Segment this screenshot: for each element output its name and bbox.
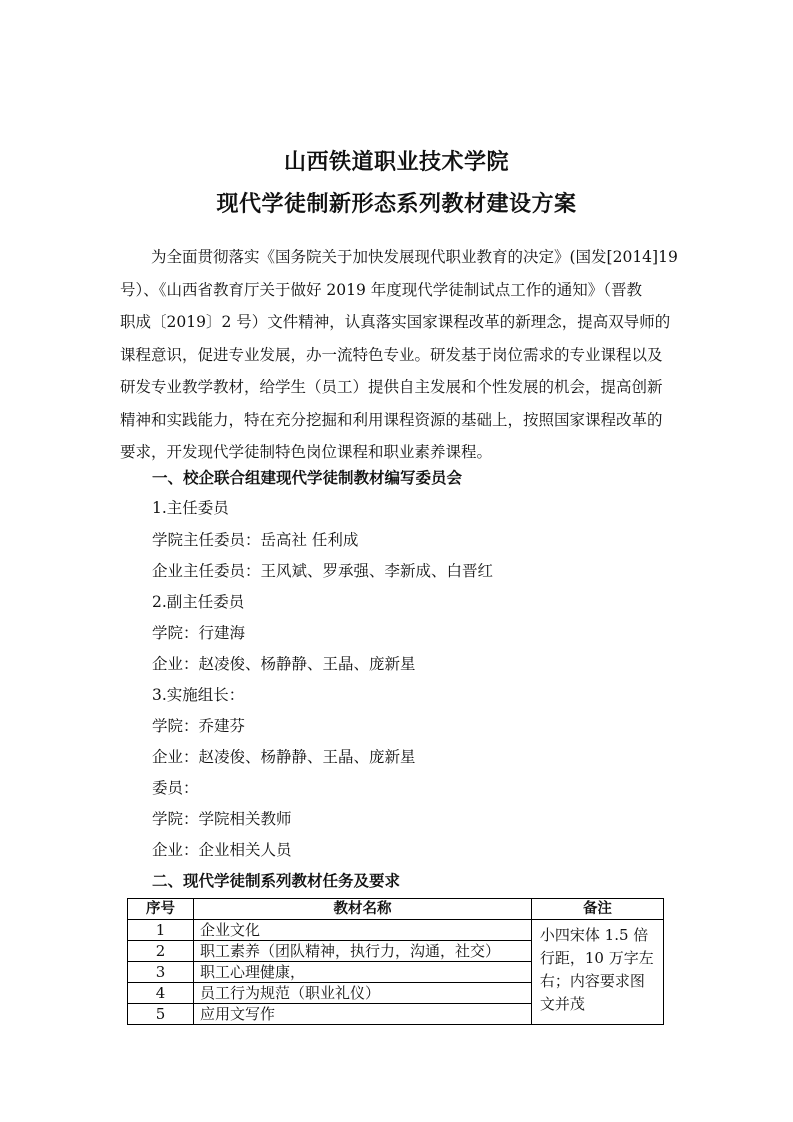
committee-line: 学院主任委员：岳高社 任利成 <box>152 531 359 549</box>
row-name: 应用文写作 <box>194 1004 532 1025</box>
row-name: 职工心理健康， <box>194 962 532 983</box>
table-header-row <box>128 899 664 920</box>
materials-table <box>127 898 664 1025</box>
section2-heading: 二、现代学徒制系列教材任务及要求 <box>152 872 401 890</box>
document-title: 山西铁道职业技术学院 <box>283 150 509 175</box>
header-cell-name: 教材名称 <box>194 899 532 920</box>
row-name: 企业文化 <box>194 920 532 941</box>
row-number: 1 <box>128 920 194 941</box>
intro-line: 课程意识，促进专业发展，办一流特色专业。研发基于岗位需求的专业课程以及 <box>120 345 663 364</box>
row-number: 5 <box>128 1004 194 1025</box>
document-subtitle: 现代学徒制新形态系列教材建设方案 <box>216 192 577 217</box>
committee-line: 企业：企业相关人员 <box>152 841 292 859</box>
committee-line: 学院：学院相关教师 <box>152 810 292 828</box>
intro-line: 为全面贯彻落实《国务院关于加快发展现代职业教育的决定》(国发[2014]19 <box>151 248 678 266</box>
committee-line: 3.实施组长： <box>152 686 245 704</box>
intro-line: 要求，开发现代学徒制特色岗位课程和职业素养课程。 <box>120 443 493 461</box>
intro-line: 职成〔2019〕2 号）文件精神，认真落实国家课程改革的新理念，提高双导师的 <box>120 313 671 331</box>
committee-line: 学院：行建海 <box>152 624 246 642</box>
intro-line: 精神和实践能力，特在充分挖掘和利用课程资源的基础上，按照国家课程改革的 <box>120 410 663 429</box>
row-number: 3 <box>128 962 194 983</box>
row-note: 小四宋体 1.5 倍行距，10 万字左右；内容要求图文并茂 <box>531 920 663 1025</box>
row-number: 2 <box>128 941 194 962</box>
row-name: 员工行为规范（职业礼仪） <box>194 983 532 1004</box>
committee-line: 委员： <box>152 779 199 797</box>
table-row <box>128 920 664 941</box>
section1-heading: 一、校企联合组建现代学徒制教材编写委员会 <box>152 469 463 487</box>
header-cell-number: 序号 <box>128 899 194 920</box>
committee-line: 企业主任委员：王风斌、罗承强、李新成、白晋红 <box>152 562 494 580</box>
committee-line: 1.主任委员 <box>152 499 229 517</box>
intro-line: 研发专业教学教材，给学生（员工）提供自主发展和个性发展的机会，提高创新 <box>120 378 663 396</box>
committee-line: 学院：乔建芬 <box>152 717 246 735</box>
header-cell-note: 备注 <box>531 899 663 920</box>
row-name: 职工素养（团队精神，执行力，沟通，社交） <box>194 941 532 962</box>
committee-line: 企业：赵凌俊、杨静静、王晶、庞新星 <box>152 655 416 673</box>
intro-line: 号）、《山西省教育厅关于做好 2019 年度现代学徒制试点工作的通知》（晋教 <box>120 280 643 299</box>
intro-paragraph <box>120 241 680 469</box>
row-number: 4 <box>128 983 194 1004</box>
committee-line: 企业：赵凌俊、杨静静、王晶、庞新星 <box>152 748 416 766</box>
committee-line: 2.副主任委员 <box>152 593 245 611</box>
